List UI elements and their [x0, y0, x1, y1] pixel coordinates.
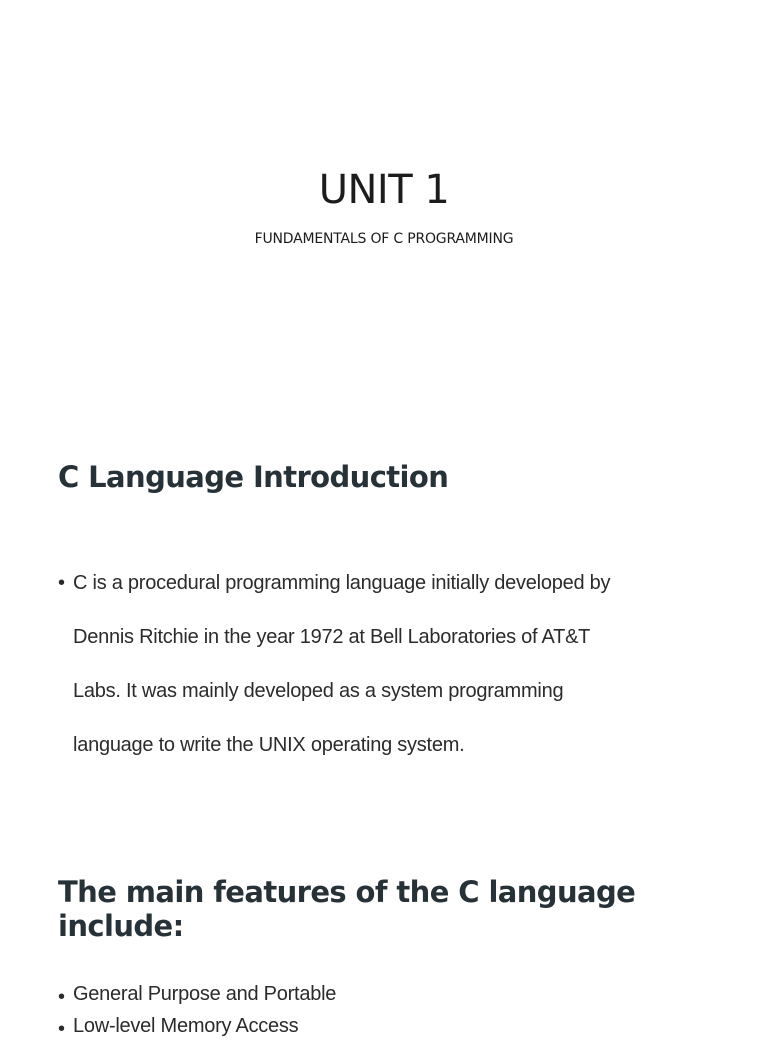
intro-line-text: language to write the UNIX operating system. [73, 734, 465, 756]
unit-title: UNIT 1 [318, 167, 450, 213]
unit-subtitle: FUNDAMENTALS OF C PROGRAMMING [254, 231, 514, 247]
feature-text: General Purpose and Portable [73, 983, 337, 1005]
feature-text: Low-level Memory Access [73, 1015, 299, 1037]
intro-bullet-paragraph [58, 564, 728, 780]
intro-line-4 [58, 726, 728, 780]
intro-line-1 [58, 564, 728, 618]
features-list [58, 978, 728, 1042]
intro-line-text: Labs. It was mainly developed as a system programming [73, 680, 564, 702]
feature-item [58, 978, 728, 1010]
bullet-icon: • [58, 1018, 65, 1040]
bullet-icon: • [58, 572, 65, 594]
intro-line-text: Dennis Ritchie in the year 1972 at Bell Laboratories of AT&T [73, 626, 591, 648]
intro-heading: C Language Introduction [58, 460, 449, 494]
bullet-icon: • [58, 986, 65, 1008]
intro-line-text: C is a procedural programming language initially developed by [73, 572, 611, 594]
features-heading: The main features of the C language include: [58, 875, 636, 943]
intro-line-2 [58, 618, 728, 672]
intro-line-3 [58, 672, 728, 726]
feature-item [58, 1010, 728, 1042]
